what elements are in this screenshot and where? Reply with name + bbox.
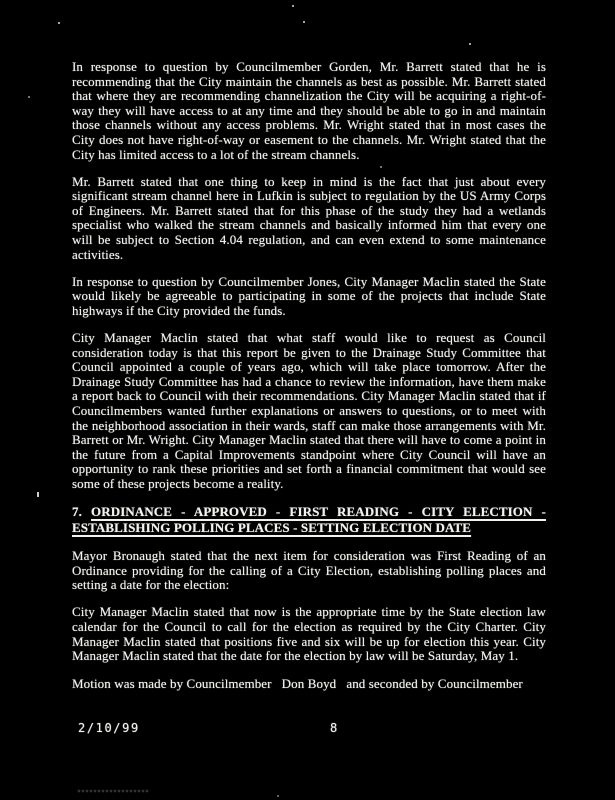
scan-noise-dot	[380, 166, 382, 168]
scan-noise-dot	[292, 5, 294, 7]
paragraph-jones-response: In response to question by Councilmember Jones, City Manager Maclin stated the State would likely be agreeable to participating in some of the projects that include State highways if the City provided the funds.	[72, 273, 546, 318]
paragraph-mayor-bronaugh: Mayor Bronaugh stated that the next item for consideration was First Reading of an Ordinance providing for the calling of a City Election, establishing polling places and setting a date for the election:	[72, 548, 546, 593]
agenda-item-heading	[72, 504, 546, 535]
paragraph-barrett-regulation: Mr. Barrett stated that one thing to keep in mind is the fact that just about every significant stream channel here in Lufkin is subject to regulation by the US Army Corps of Engineers. Mr. Barrett stated that for this phase of the study they had a wetlands specialist who walked the stream channels and basically informed him that every one will be subject to Section 4.04 regulation, and can even extend to some maintenance activities.	[72, 173, 546, 262]
agenda-item-number: 7.	[72, 504, 82, 520]
document-body	[72, 60, 546, 704]
paragraph-motion: Motion was made by Councilmember Don Boyd and seconded by Councilmember	[72, 675, 523, 691]
agenda-item-title-line2: ESTABLISHING POLLING PLACES - SETTING ELECTION DATE	[72, 519, 472, 535]
scan-noise-dot	[303, 21, 305, 23]
agenda-item-title-line1: ORDINANCE - APPROVED - FIRST READING - CITY ELECTION -	[91, 504, 546, 520]
agenda-item-heading-line1	[72, 504, 546, 520]
scan-noise-dot	[58, 22, 60, 24]
paragraph-gorden-response: In response to question by Councilmember Gorden, Mr. Barrett stated that he is recommending that the City maintain the channels as best as possible. Mr. Barrett stated that where they are recommending channelization the City will be acquiring a right-of-way they will have access to at any time and they should be able to go in and maintain those channels without any access problems. Mr. Wright stated that in most cases the City does not have right-of-way or easement to the channels. Mr. Wright stated that the City has limited access to a lot of the stream channels.	[72, 59, 546, 162]
scan-artifact-bottom	[78, 790, 148, 799]
scan-artifact-dot	[277, 795, 279, 797]
paragraph-election-timing: City Manager Maclin stated that now is the appropriate time by the State election law calendar for the Council to call for the election as required by the City Charter. City Manager Maclin stated that positions five and six will be up for election this year. City Manager Maclin stated that the date for the election by law will be Saturday, May 1.	[72, 604, 546, 664]
scan-noise-dot	[469, 43, 471, 45]
footer-date: 2/10/99	[78, 721, 140, 735]
agenda-item-heading-line2	[72, 520, 546, 536]
paragraph-drainage-committee: City Manager Maclin stated that what staff would like to request as Council consideration today is that this report be given to the Drainage Study Committee that Council appointed a couple of years ago, which will take place tomorrow. After the Drainage Study Committee has had a chance to review the information, have them make a report back to Council with their recommendations. City Manager Maclin stated that if Councilmembers wanted further explanations or answers to questions, or to meet with the neighborhood association in their wards, staff can make those arrangements with Mr. Barrett or Mr. Wright. City Manager Maclin stated that there will have to come a point in the future from a Capital Improvements standpoint where City Council will have an opportunity to rank these priorities and set forth a financial commitment that would see some of these projects become a reality.	[72, 330, 546, 491]
footer-page-number: 8	[330, 721, 339, 735]
scan-noise-mark	[37, 492, 39, 497]
scan-noise-dot	[28, 96, 30, 98]
